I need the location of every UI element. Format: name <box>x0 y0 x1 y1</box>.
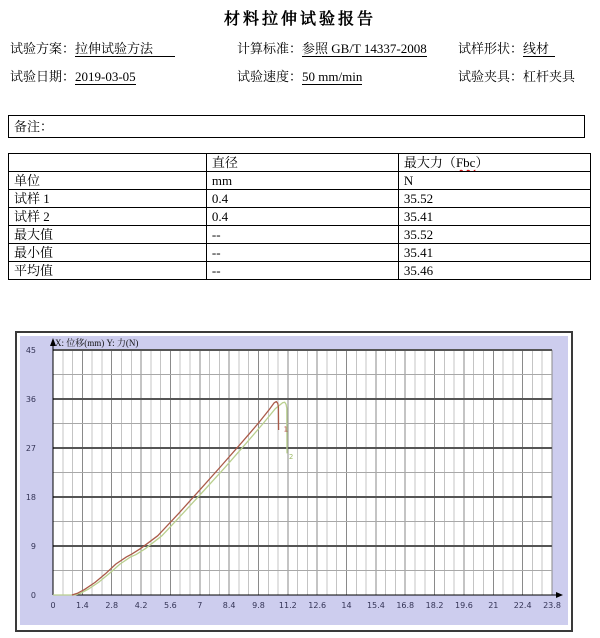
table-cell: 35.41 <box>398 244 590 262</box>
svg-text:X: 位移(mm) Y: 力(N): X: 位移(mm) Y: 力(N) <box>55 338 139 348</box>
svg-text:15.4: 15.4 <box>366 601 385 610</box>
table-cell: -- <box>206 226 398 244</box>
max-force-suffix: ） <box>475 155 489 170</box>
svg-text:8.4: 8.4 <box>222 601 236 610</box>
field-test-speed-label: 试验速度： <box>237 69 303 84</box>
svg-text:14: 14 <box>341 601 352 610</box>
table-cell: 单位 <box>9 172 207 190</box>
column-header-blank <box>9 154 207 172</box>
field-sample-shape-label: 试样形状： <box>458 41 524 56</box>
remarks-label: 备注： <box>14 119 54 134</box>
field-sample-shape <box>458 38 555 57</box>
svg-text:22.4: 22.4 <box>513 601 532 610</box>
report-title: 材料拉伸试验报告 <box>223 11 376 28</box>
field-test-method-label: 试验方案： <box>10 41 76 56</box>
table-row <box>9 226 591 244</box>
table-cell: 35.41 <box>398 208 590 226</box>
remarks-box <box>8 115 585 138</box>
svg-text:19.6: 19.6 <box>455 601 473 610</box>
field-test-speed <box>237 66 362 85</box>
svg-text:2.8: 2.8 <box>105 601 119 610</box>
table-row <box>9 190 591 208</box>
table-cell: 35.46 <box>398 262 590 280</box>
field-test-fixture-value: 杠杆夹具 <box>523 69 576 84</box>
svg-text:18.2: 18.2 <box>425 601 444 610</box>
svg-text:21: 21 <box>488 601 499 610</box>
svg-text:23.8: 23.8 <box>543 601 561 610</box>
table-header-row <box>9 154 591 172</box>
table-cell: 最大值 <box>9 226 207 244</box>
svg-text:1.4: 1.4 <box>75 601 89 610</box>
field-test-method-value: 拉伸试验方法 <box>75 41 175 57</box>
table-cell: 最小值 <box>9 244 207 262</box>
table-cell: 试样 2 <box>9 208 207 226</box>
svg-text:1: 1 <box>283 425 289 434</box>
svg-text:9: 9 <box>30 542 36 551</box>
table-cell: 35.52 <box>398 190 590 208</box>
table-cell: N <box>398 172 590 190</box>
svg-text:12.6: 12.6 <box>308 601 327 610</box>
field-sample-shape-value: 线材 <box>523 41 555 57</box>
field-test-speed-value: 50 mm/min <box>302 69 363 84</box>
table-row <box>9 172 591 190</box>
svg-text:27: 27 <box>25 444 36 453</box>
svg-text:4.2: 4.2 <box>134 601 148 610</box>
field-calc-standard-value: 参照 GB/T 14337-2008 <box>302 41 427 56</box>
table-cell: -- <box>206 262 398 280</box>
field-test-date-value: 2019-03-05 <box>75 69 136 84</box>
table-row <box>9 244 591 262</box>
table-cell: 35.52 <box>398 226 590 244</box>
svg-text:0: 0 <box>50 601 56 610</box>
table-cell: 试样 1 <box>9 190 207 208</box>
svg-text:16.8: 16.8 <box>396 601 415 610</box>
table-cell: -- <box>206 244 398 262</box>
table-cell: mm <box>206 172 398 190</box>
field-test-date <box>10 66 136 85</box>
field-test-fixture-label: 试验夹具： <box>458 69 524 84</box>
field-calc-standard <box>237 38 427 57</box>
svg-text:7: 7 <box>197 601 203 610</box>
column-header-max-force <box>398 154 590 172</box>
svg-text:18: 18 <box>25 493 36 502</box>
field-calc-standard-label: 计算标准： <box>237 41 303 56</box>
field-test-date-label: 试验日期： <box>10 69 76 84</box>
max-force-symbol: Fbc <box>455 155 476 170</box>
table-cell: 0.4 <box>206 208 398 226</box>
field-test-fixture <box>458 66 575 85</box>
table-cell: 0.4 <box>206 190 398 208</box>
svg-text:45: 45 <box>25 346 36 355</box>
svg-text:36: 36 <box>25 395 36 404</box>
chart-canvas <box>20 336 568 625</box>
max-force-prefix: 最大力（ <box>403 155 456 170</box>
svg-text:0: 0 <box>30 591 36 600</box>
table-row <box>9 262 591 280</box>
column-header-diameter: 直径 <box>206 154 398 172</box>
force-displacement-chart <box>15 331 573 632</box>
svg-text:5.6: 5.6 <box>164 601 177 610</box>
svg-text:11.2: 11.2 <box>278 601 297 610</box>
svg-text:2: 2 <box>288 452 294 461</box>
svg-text:9.8: 9.8 <box>252 601 265 610</box>
table-row <box>9 208 591 226</box>
field-test-method <box>10 38 175 57</box>
results-table <box>8 153 591 280</box>
table-cell: 平均值 <box>9 262 207 280</box>
